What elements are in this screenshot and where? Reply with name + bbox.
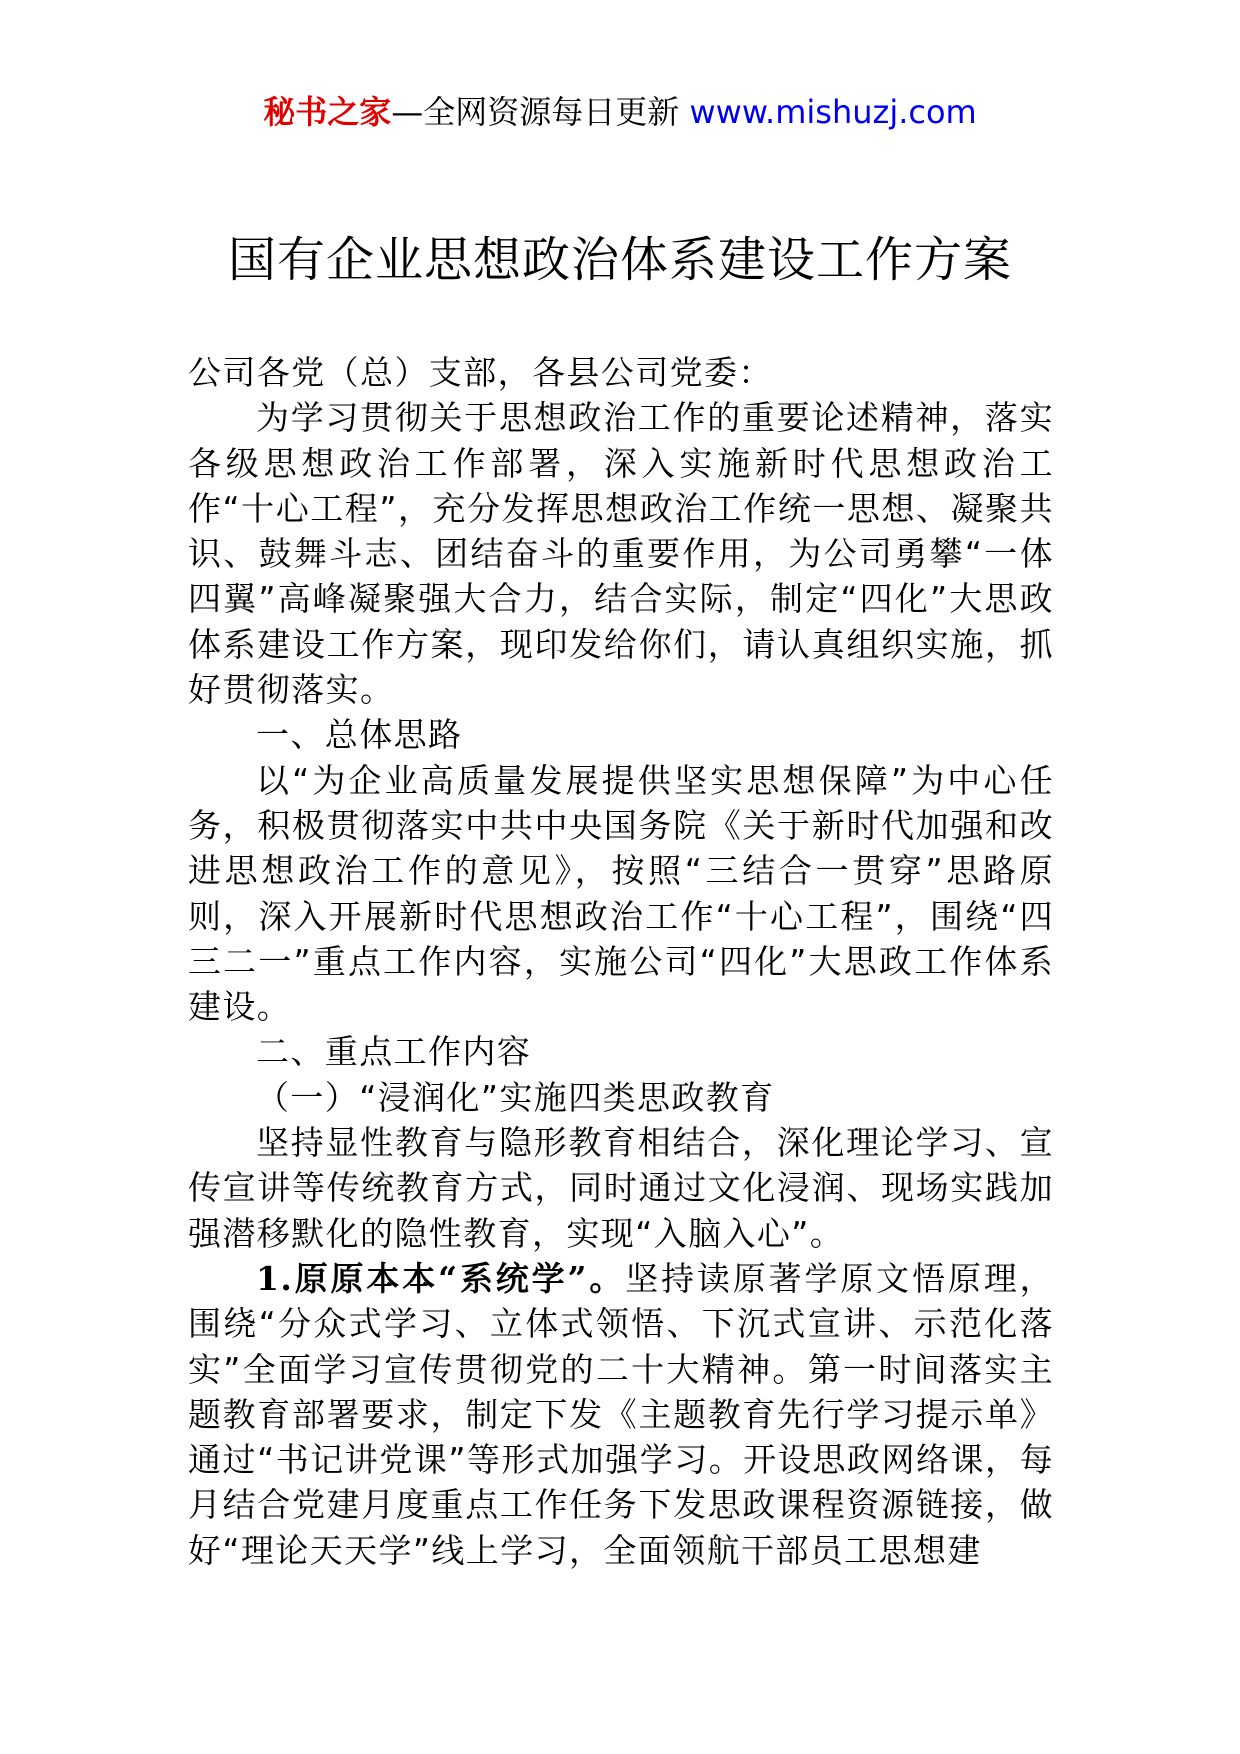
section-paragraph-overall-approach: 以“为企业高质量发展提供坚实思想保障”为中心任务，积极贯彻落实中共中央国务院《关于新时代加强和改进思想政治工作的意见》，按照“三结合一贯穿”思路原则，深入开展新时代思想政治工作“十心工程”，围绕“四三二一”重点工作内容，实施公司“四化”大思政工作体系建设。 [188,760,1054,1027]
item-lead-systematic-study: 1.原原本本“系统学”。 [256,1258,626,1298]
subsection-paragraph-education: 坚持显性教育与隐形教育相结合，深化理论学习、宣传宣讲等传统教育方式，同时通过文化浸润、现场实践加强潜移默化的隐性教育，实现“入脑入心”。 [188,1123,1054,1253]
section-heading-key-work: 二、重点工作内容 [256,1032,532,1072]
site-header [0,92,1240,132]
document-body [188,350,1054,1573]
site-brand: 秘书之家 [263,93,392,131]
site-url-link[interactable]: www.mishuzj.com [689,93,977,131]
item-paragraph-systematic-study [188,1256,1054,1573]
subsection-heading-education: （一）“浸润化”实施四类思政教育 [256,1077,775,1117]
site-tagline: —全网资源每日更新 [391,93,690,131]
document-title: 国有企业思想政治体系建设工作方案 [227,232,1012,288]
intro-paragraph: 为学习贯彻关于思想政治工作的重要论述精神，落实各级思想政治工作部署，深入实施新时代思想政治工作“十心工程”，充分发挥思想政治工作统一思想、凝聚共识、鼓舞斗志、团结奋斗的重要作用，为公司勇攀“一体四翼”高峰凝聚强大合力，结合实际，制定“四化”大思政体系建设工作方案，现印发给你们，请认真组织实施，抓好贯彻落实。 [188,398,1054,710]
item-body-systematic-study: 坚持读原著学原文悟原理，围绕“分众式学习、立体式领悟、下沉式宣讲、示范化落实”全面学习宣传贯彻党的二十大精神。第一时间落实主题教育部署要求，制定下发《主题教育先行学习提示单》通过“书记讲党课”等形式加强学习。开设思政网络课，每月结合党建月度重点工作任务下发思政课程资源链接，做好“理论天天学”线上学习，全面领航干部员工思想建 [188,1258,1054,1570]
section-heading-overall-approach: 一、总体思路 [256,715,463,755]
salutation: 公司各党（总）支部，各县公司党委： [188,353,773,392]
